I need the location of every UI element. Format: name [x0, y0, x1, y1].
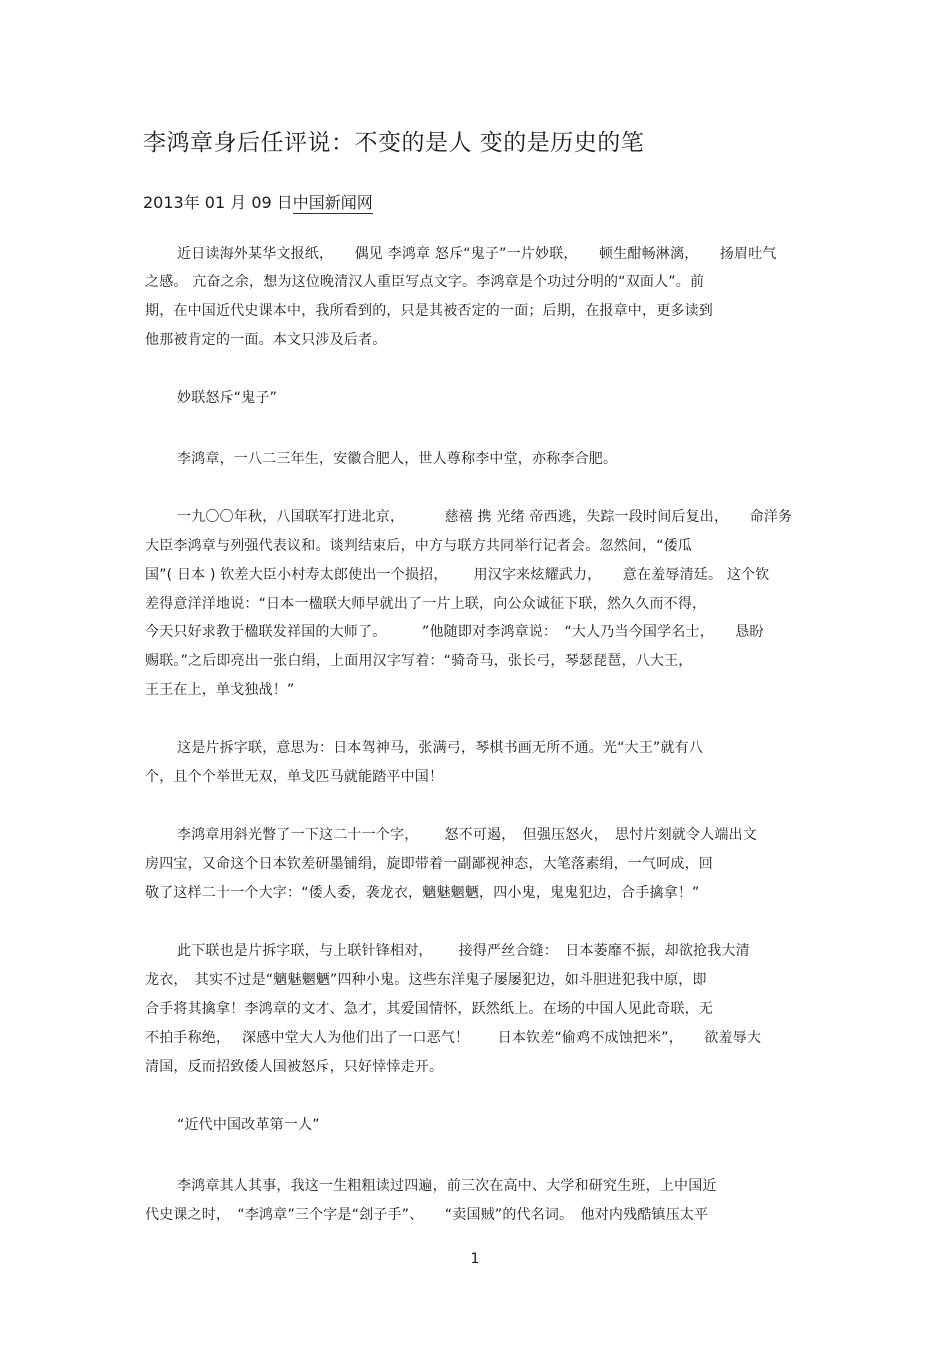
article-title: 李鸿章身后任评说：不变的是人 变的是历史的笔: [143, 130, 645, 156]
text-line: 他那被肯定的一面。本文只涉及后者。: [145, 332, 387, 348]
text-line: 李鸿章用斜光瞥了一下这二十一个字， 怒不可遏， 但强压怒火， 思忖片刻就令人端出文: [177, 827, 758, 843]
text-line: 大臣李鸿章与列强代表议和。谈判结束后，中方与联方共同举行记者会。忽然间，“倭瓜: [145, 538, 693, 554]
text-line: 差得意洋洋地说：“日本一楹联大师早就出了一片上联，向公众诚征下联，然久久而不得，: [145, 596, 707, 612]
text-line: 李鸿章，一八二三年生，安徽合肥人，世人尊称李中堂，亦称李合肥。: [177, 451, 618, 467]
text-line: 此下联也是片拆字联，与上联针锋相对， 接得严丝合缝： 日本萎靡不振，却欲抢我大清: [177, 943, 750, 959]
text-line: 这是片拆字联，意思为：日本驾神马，张满弓，琴棋书画无所不通。光“大王”就有八: [177, 740, 704, 756]
text-line: 一九〇〇年秋，八国联军打进北京， 慈禧 携 光绪 帝西逃，失踪一段时间后复出， 命洋务: [177, 509, 793, 525]
dateline: [143, 190, 373, 213]
text-line: 合手将其擒拿！李鸿章的文才、急才，其爱国情怀，跃然纸上。在场的中国人见此奇联，无: [145, 1001, 713, 1017]
text-line: 近日读海外某华文报纸， 偶见 李鸿章 怒斥“鬼子”一片妙联， 顿生酣畅淋漓， 扬眉吐气: [177, 246, 777, 262]
text-line: 期，在中国近代史课本中，我所看到的，只是其被否定的一面；后期，在报章中，更多读到: [145, 303, 713, 319]
text-line: 李鸿章其人其事，我这一生粗粗读过四遍，前三次在高中、大学和研究生班，上中国近: [177, 1178, 717, 1194]
text-line: 不拍手称绝， 深感中堂大人为他们出了一口恶气！ 日本钦差“偷鸡不成蚀把米”， 欲羞辱大: [145, 1030, 762, 1046]
page-number: 1: [470, 1251, 480, 1267]
text-line: 敬了这样二十一个大字：“倭人委，袭龙衣，魑魅魍魉，四小鬼，鬼鬼犯边，合手擒拿！”: [145, 885, 700, 901]
publish-date: 2013年 01 月 09 日: [143, 193, 293, 212]
text-line: 今天只好求教于楹联发祥国的大师了。 ”他随即对李鸿章说： “大人乃当今国学名士， 恳盼: [145, 624, 764, 640]
section-heading: “近代中国改革第一人”: [177, 1117, 320, 1133]
text-line: 房四宝，又命这个日本钦差研墨铺绢，旋即带着一副鄙视神态，大笔落素绢，一气呵成，回: [145, 856, 713, 872]
text-line: 龙衣， 其实不过是“魑魅魍魉”四种小鬼。这些东洋鬼子屡屡犯边，如斗胆进犯我中原，即: [145, 972, 707, 988]
text-line: 代史课之时， “李鸿章”三个字是“刽子手”、 “卖国贼”的代名词。 他对内残酷镇压太平: [145, 1207, 709, 1223]
text-line: 赐联。”之后即亮出一张白绢，上面用汉字写着：“骑奇马，张长弓，琴瑟琵琶，八大王，: [145, 653, 693, 669]
section-heading: 妙联怒斥“鬼子”: [177, 390, 278, 406]
text-line: 国”( 日本 ) 钦差大臣小村寿太郎使出一个损招， 用汉字来炫耀武力， 意在羞辱清廷。 这个钦: [145, 567, 770, 583]
source-link[interactable]: 中国新闻网: [292, 193, 373, 212]
text-line: 个，且个个举世无双，单戈匹马就能踏平中国！: [145, 769, 444, 785]
text-line: 之感。 亢奋之余，想为这位晚清汉人重臣写点文字。李鸿章是个功过分明的“双面人”。前: [145, 274, 705, 290]
text-line: 王王在上，单戈独战！”: [145, 682, 295, 698]
text-line: 清国，反而招致倭人国被怒斥，只好悻悻走开。: [145, 1059, 444, 1075]
